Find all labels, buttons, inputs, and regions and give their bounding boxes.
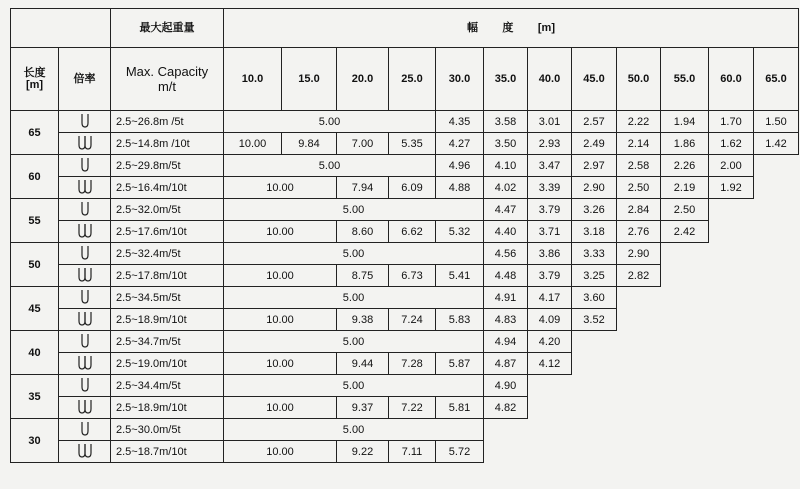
- radius-header-3: 25.0: [389, 48, 436, 111]
- table-row: [11, 155, 799, 177]
- table-row: [11, 133, 799, 155]
- load-value-cell: 4.17: [528, 287, 572, 309]
- load-value-cell: 5.00: [224, 419, 484, 441]
- load-value-cell: 3.60: [572, 287, 617, 309]
- empty-cell: [661, 243, 709, 265]
- load-value-cell: 3.50: [484, 133, 528, 155]
- load-value-cell: 2.90: [572, 177, 617, 199]
- capacity-range-cell: 2.5~26.8m /5t: [111, 111, 224, 133]
- load-value-cell: 10.00: [224, 397, 337, 419]
- empty-cell: [754, 287, 799, 309]
- load-value-cell: 2.84: [617, 199, 661, 221]
- empty-cell: [709, 419, 754, 441]
- empty-cell: [661, 441, 709, 463]
- empty-cell: [709, 441, 754, 463]
- single-hook-icon: [59, 375, 111, 397]
- load-value-cell: 4.90: [484, 375, 528, 397]
- load-value-cell: 8.75: [337, 265, 389, 287]
- load-value-cell: 2.22: [617, 111, 661, 133]
- capacity-range-cell: 2.5~32.4m/5t: [111, 243, 224, 265]
- empty-cell: [754, 199, 799, 221]
- load-value-cell: 5.87: [436, 353, 484, 375]
- load-chart-table: [10, 8, 799, 463]
- load-value-cell: 9.37: [337, 397, 389, 419]
- table-row: [11, 111, 799, 133]
- double-hook-icon: [59, 265, 111, 287]
- load-value-cell: 3.52: [572, 309, 617, 331]
- double-hook-icon: [59, 221, 111, 243]
- empty-cell: [754, 375, 799, 397]
- load-value-cell: 5.41: [436, 265, 484, 287]
- load-value-cell: 8.60: [337, 221, 389, 243]
- table-row: [11, 221, 799, 243]
- load-value-cell: 9.84: [282, 133, 337, 155]
- boom-length-cell: 65: [11, 111, 59, 155]
- empty-cell: [754, 441, 799, 463]
- single-hook-icon: [59, 419, 111, 441]
- load-value-cell: 7.94: [337, 177, 389, 199]
- empty-cell: [661, 353, 709, 375]
- empty-cell: [528, 397, 572, 419]
- empty-cell: [617, 287, 661, 309]
- radius-header-9: 55.0: [661, 48, 709, 111]
- load-value-cell: 3.26: [572, 199, 617, 221]
- load-value-cell: 5.32: [436, 221, 484, 243]
- table-row: [11, 199, 799, 221]
- load-value-cell: 10.00: [224, 177, 337, 199]
- empty-cell: [754, 265, 799, 287]
- header-corner: [11, 9, 111, 48]
- load-value-cell: 5.35: [389, 133, 436, 155]
- load-value-cell: 1.42: [754, 133, 799, 155]
- load-value-cell: 2.19: [661, 177, 709, 199]
- capacity-range-cell: 2.5~18.7m/10t: [111, 441, 224, 463]
- load-value-cell: 4.56: [484, 243, 528, 265]
- load-value-cell: 10.00: [224, 133, 282, 155]
- load-value-cell: 3.71: [528, 221, 572, 243]
- double-hook-icon: [59, 397, 111, 419]
- empty-cell: [661, 287, 709, 309]
- load-value-cell: 2.58: [617, 155, 661, 177]
- empty-cell: [617, 441, 661, 463]
- load-value-cell: 7.11: [389, 441, 436, 463]
- empty-cell: [484, 441, 528, 463]
- load-value-cell: 3.47: [528, 155, 572, 177]
- load-value-cell: 10.00: [224, 221, 337, 243]
- boom-length-cell: 40: [11, 331, 59, 375]
- load-value-cell: 4.35: [436, 111, 484, 133]
- header-row-top: [11, 9, 799, 48]
- load-value-cell: 4.20: [528, 331, 572, 353]
- boom-length-cell: 35: [11, 375, 59, 419]
- load-value-cell: 9.38: [337, 309, 389, 331]
- single-hook-icon: [59, 155, 111, 177]
- empty-cell: [528, 375, 572, 397]
- load-value-cell: 5.81: [436, 397, 484, 419]
- capacity-range-cell: 2.5~17.8m/10t: [111, 265, 224, 287]
- empty-cell: [617, 309, 661, 331]
- load-value-cell: 2.57: [572, 111, 617, 133]
- empty-cell: [754, 353, 799, 375]
- capacity-range-cell: 2.5~14.8m /10t: [111, 133, 224, 155]
- load-value-cell: 4.48: [484, 265, 528, 287]
- load-value-cell: 1.62: [709, 133, 754, 155]
- load-value-cell: 2.00: [709, 155, 754, 177]
- load-value-cell: 4.91: [484, 287, 528, 309]
- load-value-cell: 2.50: [617, 177, 661, 199]
- capacity-range-cell: 2.5~29.8m/5t: [111, 155, 224, 177]
- ratio-label: 倍率: [59, 48, 111, 111]
- double-hook-icon: [59, 353, 111, 375]
- capacity-range-cell: 2.5~34.7m/5t: [111, 331, 224, 353]
- capacity-range-cell: 2.5~18.9m/10t: [111, 309, 224, 331]
- empty-cell: [709, 375, 754, 397]
- load-value-cell: 6.73: [389, 265, 436, 287]
- empty-cell: [661, 419, 709, 441]
- table-row: [11, 331, 799, 353]
- empty-cell: [661, 265, 709, 287]
- load-value-cell: 7.24: [389, 309, 436, 331]
- empty-cell: [754, 155, 799, 177]
- load-value-cell: 3.39: [528, 177, 572, 199]
- empty-cell: [754, 177, 799, 199]
- load-value-cell: 2.49: [572, 133, 617, 155]
- load-value-cell: 3.01: [528, 111, 572, 133]
- capacity-range-cell: 2.5~30.0m/5t: [111, 419, 224, 441]
- double-hook-icon: [59, 133, 111, 155]
- radius-header-4: 30.0: [436, 48, 484, 111]
- table-row: [11, 287, 799, 309]
- load-value-cell: 5.00: [224, 243, 484, 265]
- single-hook-icon: [59, 243, 111, 265]
- load-value-cell: 3.33: [572, 243, 617, 265]
- empty-cell: [528, 441, 572, 463]
- empty-cell: [754, 331, 799, 353]
- load-value-cell: 7.28: [389, 353, 436, 375]
- capacity-range-cell: 2.5~17.6m/10t: [111, 221, 224, 243]
- load-value-cell: 4.87: [484, 353, 528, 375]
- load-value-cell: 10.00: [224, 441, 337, 463]
- load-value-cell: 2.42: [661, 221, 709, 243]
- double-hook-icon: [59, 441, 111, 463]
- load-value-cell: 4.09: [528, 309, 572, 331]
- empty-cell: [661, 331, 709, 353]
- single-hook-icon: [59, 287, 111, 309]
- table-row: [11, 353, 799, 375]
- load-value-cell: 4.47: [484, 199, 528, 221]
- load-value-cell: 4.40: [484, 221, 528, 243]
- capacity-range-cell: 2.5~32.0m/5t: [111, 199, 224, 221]
- empty-cell: [754, 221, 799, 243]
- empty-cell: [617, 419, 661, 441]
- load-value-cell: 2.26: [661, 155, 709, 177]
- table-row: [11, 243, 799, 265]
- load-value-cell: 10.00: [224, 265, 337, 287]
- empty-cell: [572, 353, 617, 375]
- empty-cell: [709, 397, 754, 419]
- capacity-range-cell: 2.5~18.9m/10t: [111, 397, 224, 419]
- empty-cell: [572, 441, 617, 463]
- empty-cell: [572, 375, 617, 397]
- empty-cell: [617, 397, 661, 419]
- load-value-cell: 4.82: [484, 397, 528, 419]
- empty-cell: [661, 397, 709, 419]
- load-value-cell: 2.50: [661, 199, 709, 221]
- empty-cell: [661, 375, 709, 397]
- empty-cell: [709, 221, 754, 243]
- empty-cell: [709, 243, 754, 265]
- load-value-cell: 2.97: [572, 155, 617, 177]
- load-value-cell: 10.00: [224, 353, 337, 375]
- empty-cell: [617, 353, 661, 375]
- radius-header-5: 35.0: [484, 48, 528, 111]
- single-hook-icon: [59, 199, 111, 221]
- capacity-range-cell: 2.5~34.5m/5t: [111, 287, 224, 309]
- empty-cell: [754, 243, 799, 265]
- empty-cell: [484, 419, 528, 441]
- load-value-cell: 3.79: [528, 265, 572, 287]
- table-row: [11, 441, 799, 463]
- load-value-cell: 2.14: [617, 133, 661, 155]
- single-hook-icon: [59, 331, 111, 353]
- single-hook-icon: [59, 111, 111, 133]
- capacity-range-cell: 2.5~19.0m/10t: [111, 353, 224, 375]
- empty-cell: [709, 353, 754, 375]
- load-value-cell: 5.72: [436, 441, 484, 463]
- load-value-cell: 3.18: [572, 221, 617, 243]
- load-value-cell: 5.00: [224, 287, 484, 309]
- radius-header-10: 60.0: [709, 48, 754, 111]
- double-hook-icon: [59, 309, 111, 331]
- boom-length-cell: 50: [11, 243, 59, 287]
- load-value-cell: 2.90: [617, 243, 661, 265]
- header-row-mid: [11, 48, 799, 111]
- load-value-cell: 4.10: [484, 155, 528, 177]
- load-value-cell: 7.22: [389, 397, 436, 419]
- table-row: [11, 397, 799, 419]
- load-value-cell: 4.96: [436, 155, 484, 177]
- load-value-cell: 1.92: [709, 177, 754, 199]
- load-value-cell: 6.09: [389, 177, 436, 199]
- empty-cell: [709, 199, 754, 221]
- load-value-cell: 5.00: [224, 155, 436, 177]
- load-value-cell: 10.00: [224, 309, 337, 331]
- load-value-cell: 9.44: [337, 353, 389, 375]
- radius-header-2: 20.0: [337, 48, 389, 111]
- load-value-cell: 3.58: [484, 111, 528, 133]
- boom-length-cell: 45: [11, 287, 59, 331]
- load-value-cell: 1.94: [661, 111, 709, 133]
- capacity-label: Max. Capacity m/t: [111, 48, 224, 111]
- load-value-cell: 2.82: [617, 265, 661, 287]
- load-value-cell: 4.83: [484, 309, 528, 331]
- load-value-cell: 4.12: [528, 353, 572, 375]
- table-row: [11, 419, 799, 441]
- length-label: 长度 [m]: [11, 48, 59, 111]
- empty-cell: [572, 419, 617, 441]
- boom-length-cell: 55: [11, 199, 59, 243]
- empty-cell: [709, 287, 754, 309]
- load-value-cell: 1.50: [754, 111, 799, 133]
- load-value-cell: 9.22: [337, 441, 389, 463]
- load-value-cell: 5.83: [436, 309, 484, 331]
- radius-header-6: 40.0: [528, 48, 572, 111]
- radius-header-1: 15.0: [282, 48, 337, 111]
- radius-header-11: 65.0: [754, 48, 799, 111]
- radius-header-0: 10.0: [224, 48, 282, 111]
- table-row: [11, 309, 799, 331]
- load-value-cell: 6.62: [389, 221, 436, 243]
- empty-cell: [528, 419, 572, 441]
- load-value-cell: 2.76: [617, 221, 661, 243]
- table-row: [11, 265, 799, 287]
- empty-cell: [572, 397, 617, 419]
- load-value-cell: 1.86: [661, 133, 709, 155]
- load-value-cell: 7.00: [337, 133, 389, 155]
- load-value-cell: 5.00: [224, 199, 484, 221]
- double-hook-icon: [59, 177, 111, 199]
- load-value-cell: 1.70: [709, 111, 754, 133]
- boom-length-cell: 60: [11, 155, 59, 199]
- load-value-cell: 4.27: [436, 133, 484, 155]
- load-value-cell: 5.00: [224, 375, 484, 397]
- capacity-range-cell: 2.5~34.4m/5t: [111, 375, 224, 397]
- load-value-cell: 4.94: [484, 331, 528, 353]
- load-value-cell: 3.25: [572, 265, 617, 287]
- empty-cell: [754, 397, 799, 419]
- boom-length-cell: 30: [11, 419, 59, 463]
- table-row: [11, 177, 799, 199]
- max-lift-label: 最大起重量: [111, 9, 224, 48]
- empty-cell: [617, 331, 661, 353]
- empty-cell: [617, 375, 661, 397]
- empty-cell: [754, 419, 799, 441]
- empty-cell: [709, 265, 754, 287]
- radius-header-8: 50.0: [617, 48, 661, 111]
- empty-cell: [709, 331, 754, 353]
- load-value-cell: 3.79: [528, 199, 572, 221]
- load-value-cell: 5.00: [224, 331, 484, 353]
- load-value-cell: 4.02: [484, 177, 528, 199]
- empty-cell: [661, 309, 709, 331]
- load-value-cell: 5.00: [224, 111, 436, 133]
- load-value-cell: 3.86: [528, 243, 572, 265]
- table-row: [11, 375, 799, 397]
- load-value-cell: 2.93: [528, 133, 572, 155]
- empty-cell: [572, 331, 617, 353]
- capacity-range-cell: 2.5~16.4m/10t: [111, 177, 224, 199]
- empty-cell: [754, 309, 799, 331]
- load-value-cell: 4.88: [436, 177, 484, 199]
- radius-header-7: 45.0: [572, 48, 617, 111]
- empty-cell: [709, 309, 754, 331]
- radius-label: 幅 度 [m]: [224, 9, 799, 48]
